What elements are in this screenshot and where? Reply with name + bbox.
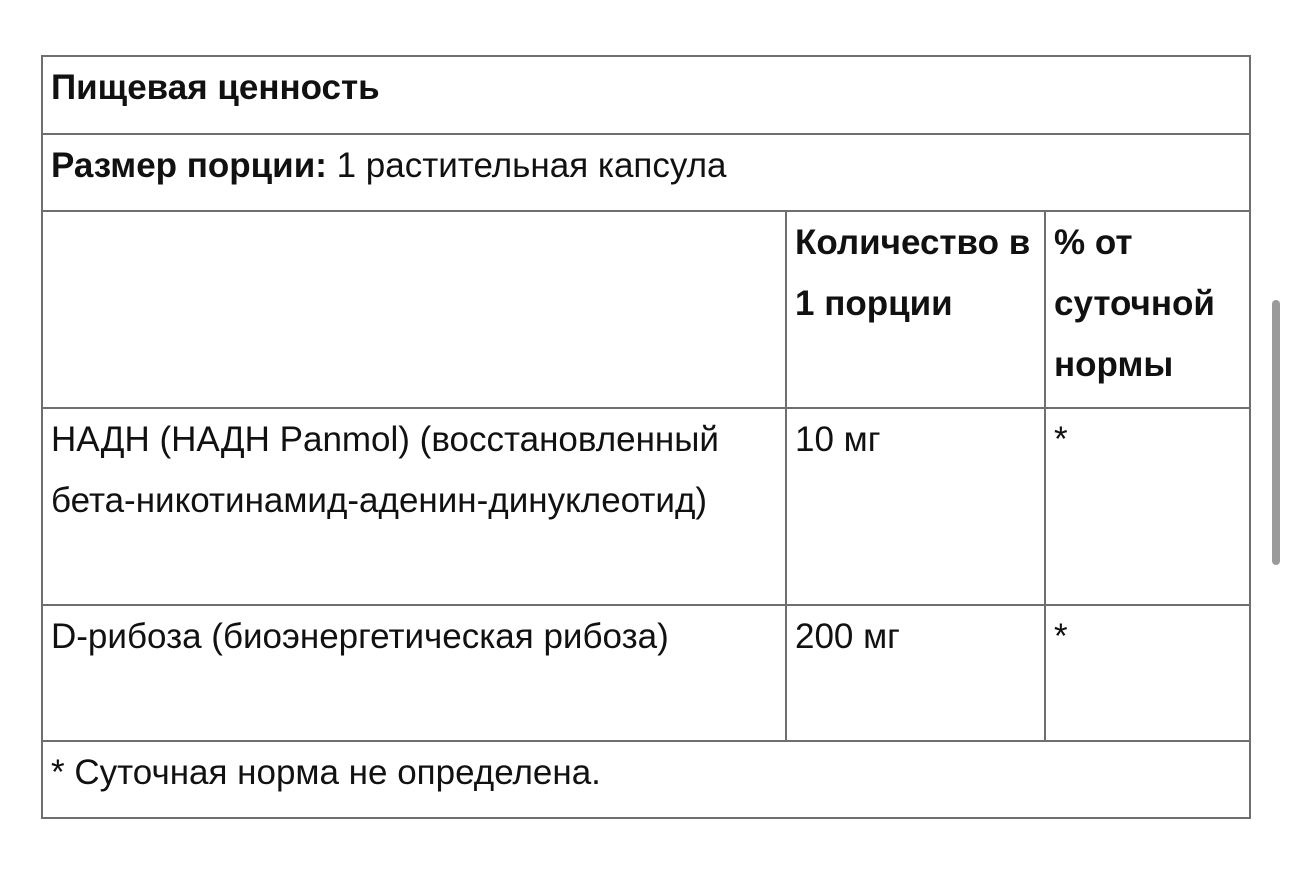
table-title: Пищевая ценность <box>42 56 1250 134</box>
ingredient-name: НАДН (НАДН Panmol) (восстановленный бета-никотинамид-аденин-динуклеотид) <box>42 408 786 605</box>
nutrition-facts-table <box>41 55 1251 819</box>
serving-size-row <box>42 134 1250 211</box>
header-amount: Количество в 1 порции <box>786 211 1045 408</box>
table-title-row <box>42 56 1250 134</box>
serving-size-value: 1 растительная капсула <box>326 146 727 185</box>
table-header-row <box>42 211 1250 408</box>
ingredient-daily-value: * <box>1045 408 1250 605</box>
serving-size-cell <box>42 134 1250 211</box>
vertical-scrollbar[interactable] <box>1272 300 1280 565</box>
serving-size-label: Размер порции: <box>51 146 327 185</box>
ingredient-daily-value: * <box>1045 605 1250 741</box>
table-row <box>42 605 1250 741</box>
ingredient-amount: 200 мг <box>786 605 1045 741</box>
footnote: * Суточная норма не определена. <box>42 741 1250 818</box>
footnote-row <box>42 741 1250 818</box>
header-daily-value: % от суточной нормы <box>1045 211 1250 408</box>
header-empty-cell <box>42 211 786 408</box>
ingredient-amount: 10 мг <box>786 408 1045 605</box>
table-row <box>42 408 1250 605</box>
ingredient-name: D-рибоза (биоэнергетическая рибоза) <box>42 605 786 741</box>
